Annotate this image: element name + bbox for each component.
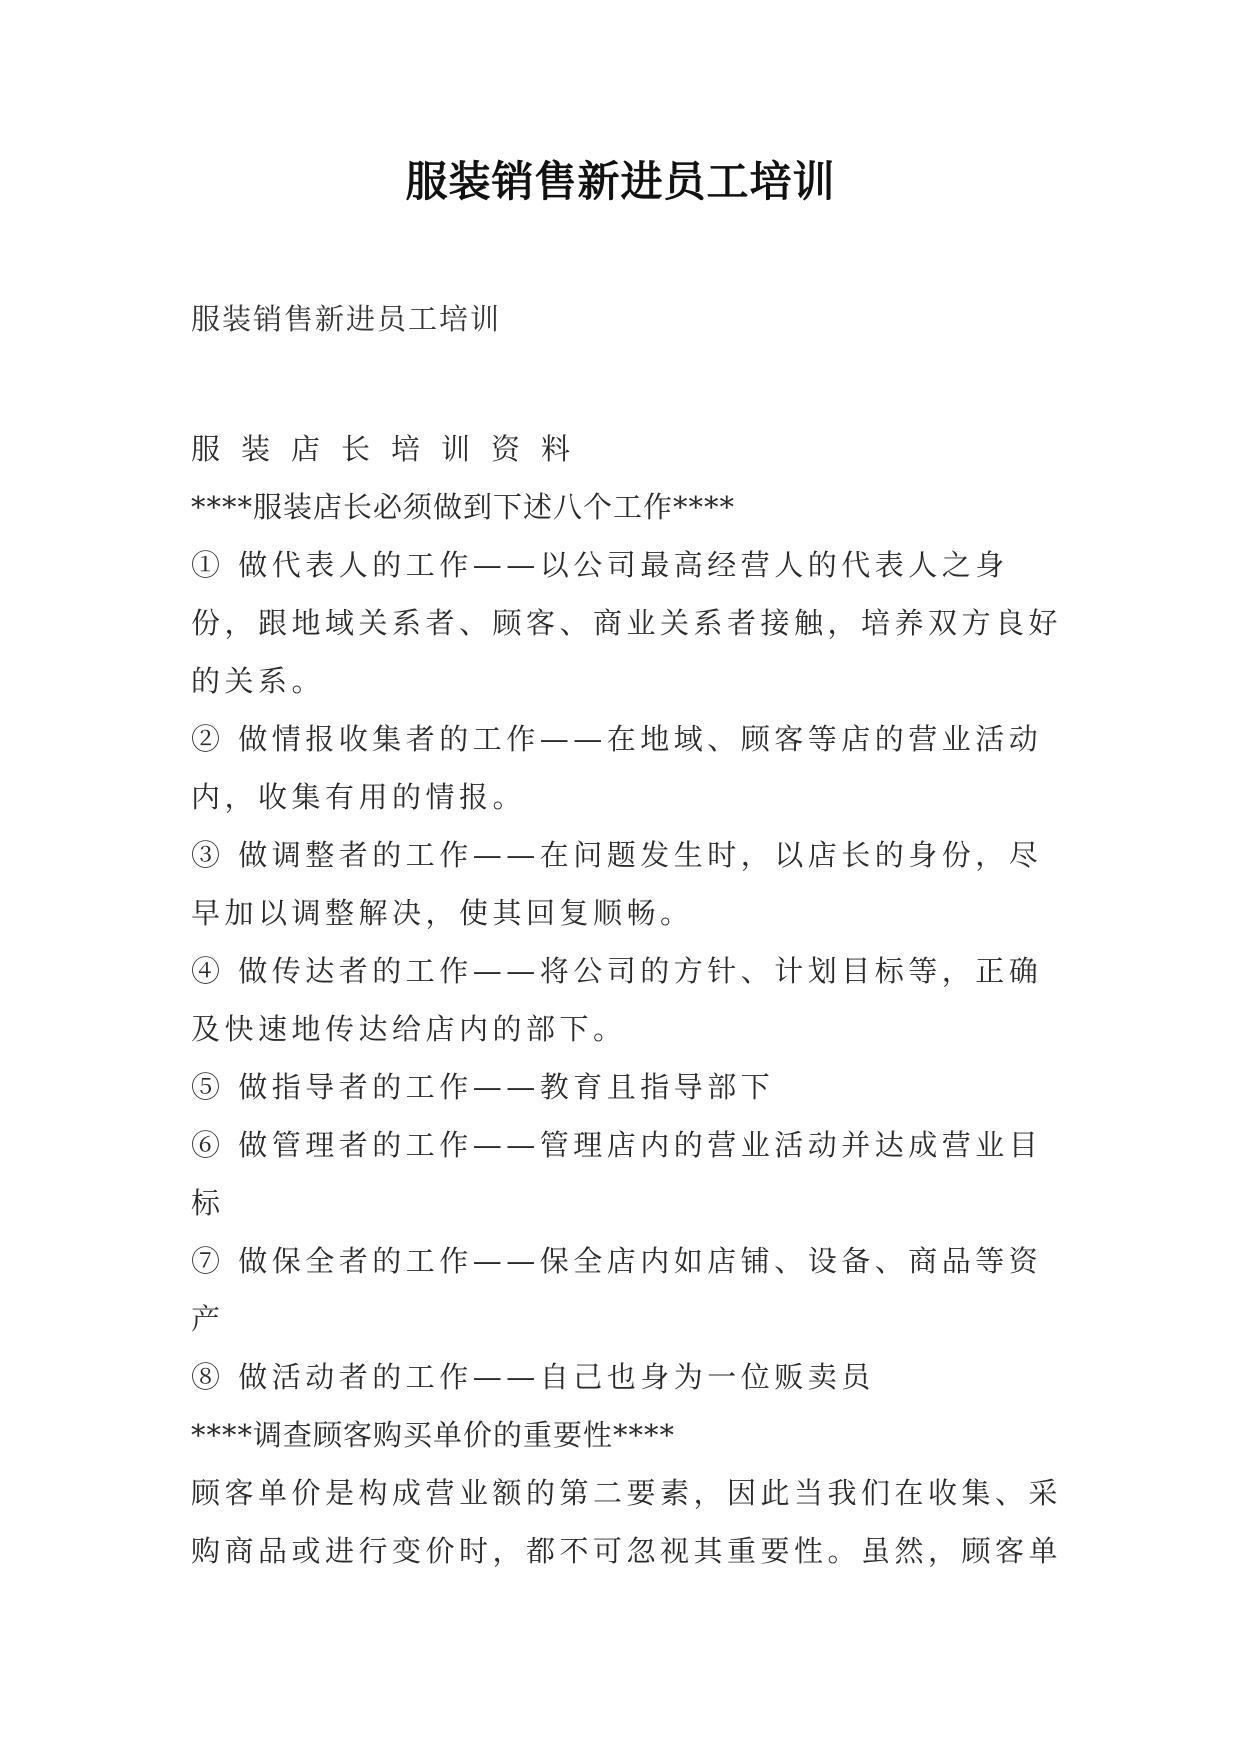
unit-price-heading: ****调查顾客购买单价的重要性**** [191,1418,676,1452]
eight-jobs-heading: ****服装店长必须做到下述八个工作**** [191,490,736,524]
list-item: ① 做代表人的工作——以公司最高经营人的代表人之身份，跟地域关系者、顾客、商业关系者接触，培养双方良好的关系。 [191,548,1063,698]
section-heading: 服装店长培训资料 [191,432,592,466]
list-item: ⑧ 做活动者的工作——自己也身为一位贩卖员 [191,1360,875,1394]
document-subtitle: 服装销售新进员工培训 [191,302,502,336]
list-item: ⑦ 做保全者的工作——保全店内如店铺、设备、商品等资产 [191,1244,1043,1336]
list-item: ④ 做传达者的工作——将公司的方针、计划目标等，正确及快速地传达给店内的部下。 [191,954,1043,1046]
document-body [191,290,1066,1580]
list-item: ② 做情报收集者的工作——在地域、顾客等店的营业活动内，收集有用的情报。 [191,722,1043,814]
list-item: ③ 做调整者的工作——在问题发生时，以店长的身份，尽早加以调整解决，使其回复顺畅。 [191,838,1043,930]
list-item: ⑥ 做管理者的工作——管理店内的营业活动并达成营业目标 [191,1128,1043,1220]
body-paragraph: 顾客单价是构成营业额的第二要素，因此当我们在收集、采购商品或进行变价时，都不可忽视其重要性。虽然，顾客单 [191,1476,1063,1568]
document-title: 服装销售新进员工培训 [405,157,836,206]
document-content [191,420,1066,1580]
list-item: ⑤ 做指导者的工作——教育且指导部下 [191,1070,775,1104]
